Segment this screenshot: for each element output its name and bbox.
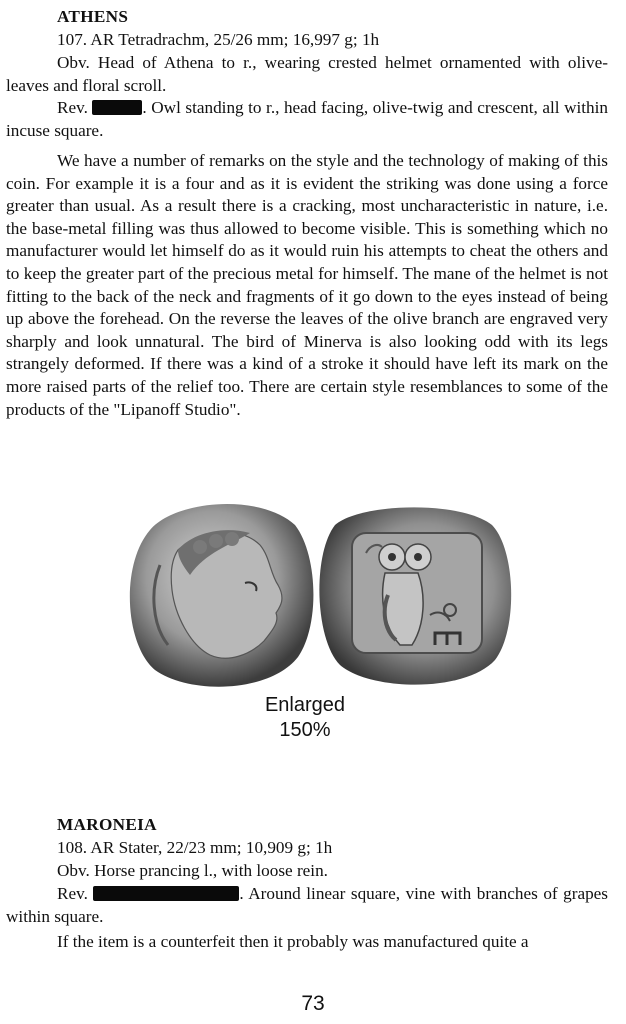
greek-legend-glyph: [93, 886, 239, 901]
section-heading-athens: ATHENS: [57, 7, 129, 26]
obverse-text: Obv. Head of Athena to r., wearing crested helmet ornamented with olive-leaves and floral scroll.: [6, 53, 608, 95]
commentary-107: [6, 150, 608, 421]
reverse-text: . Owl standing to r., head facing, olive-twig and crescent, all within incuse square.: [6, 98, 609, 140]
figure-caption-line2: 150%: [279, 719, 331, 741]
page-number: 73: [301, 992, 325, 1015]
coin-obverse-athena-head: [130, 504, 314, 687]
commentary-text: If the item is a counterfeit then it probably was manufactured quite a: [57, 932, 529, 951]
commentary-108: [6, 931, 608, 954]
reverse-label: Rev.: [57, 884, 88, 903]
entry-108-line: [6, 837, 608, 860]
reverse-107: [6, 97, 608, 142]
entry-107-line: [6, 29, 608, 52]
entry-text: 107. AR Tetradrachm, 25/26 mm; 16,997 g; 1h: [57, 30, 380, 49]
obverse-107: [6, 52, 608, 97]
coin-photograph: [120, 495, 516, 693]
entry-text: 108. AR Stater, 22/23 mm; 10,909 g; 1h: [57, 838, 333, 857]
commentary-text: We have a number of remarks on the style and the technology of making of this coin. For example it is a four and as it is evident the striking was done using a force greater than usual. As a result there is a cracking, most uncharacteristic in nature, i.e. the base-metal filling was thus allowed to become visible. This is something which no manufacturer would let himself do as it would ruin his attempts to cheat the others and to keep the greater part of the precious metal for himself. The mane of the helmet is not fitting to the back of the neck and fragments of it go down to the eyes instead of being up above the forehead. On the reverse the leaves of the olive branch are engraved very sharply and look unnatural. The bird of Minerva is also looking odd with its legs strangely deformed. If there was a kind of a stroke it should have left its mark on the more raised parts of the relief too. There are certain style resemblances to some of the products of the "Lipanoff Studio".: [6, 151, 608, 419]
figure-caption-line1: Enlarged: [264, 694, 346, 716]
reverse-text: . Around linear square, vine with branches of grapes within square.: [6, 884, 608, 926]
obverse-108: [6, 860, 608, 883]
reverse-108: [6, 883, 608, 928]
coin-reverse-owl: [319, 507, 511, 684]
greek-legend-glyph: [92, 100, 142, 115]
obverse-text: Obv. Horse prancing l., with loose rein.: [57, 861, 328, 880]
section-heading-maroneia: MARONEIA: [57, 815, 157, 834]
reverse-label: Rev.: [57, 98, 88, 117]
